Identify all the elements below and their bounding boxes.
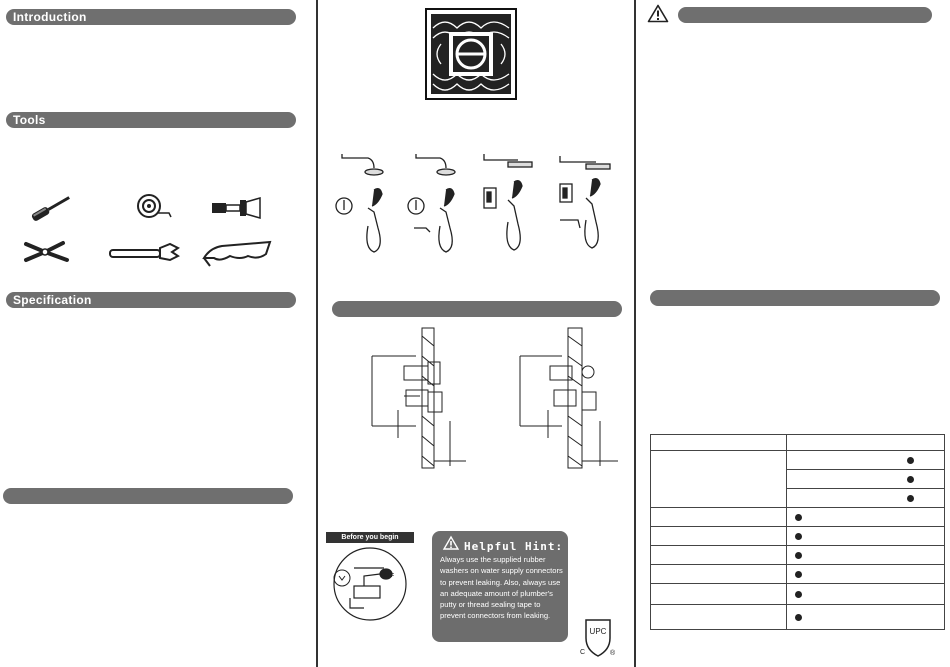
bullet-dot	[795, 533, 802, 540]
helpful-hint-text: Always use the supplied rubber washers on water supply connectors to prevent leaking. Also, always use an adequate amount of plumber's putty or thread sealing tape to prevent connectors from leaking.	[440, 555, 563, 621]
valve-off-label: OFF	[384, 573, 394, 579]
rough-in-diagram-right	[518, 326, 626, 474]
screwdriver-icon	[26, 193, 76, 223]
bullet-dot	[907, 495, 914, 502]
warning-icon	[443, 536, 459, 550]
tools-heading: Tools	[6, 112, 296, 128]
rough-in-diagram-left	[370, 326, 470, 474]
svg-text:UPC: UPC	[589, 627, 607, 636]
safety-glasses-icon	[200, 236, 274, 268]
bullet-dot	[907, 457, 914, 464]
svg-text:C: C	[580, 649, 586, 656]
bullet-dot	[795, 591, 802, 598]
upc-certification-logo	[578, 618, 618, 660]
before-you-begin-label: Before you begin	[326, 532, 414, 543]
shutoff-valve-illustration	[324, 546, 416, 622]
caulking-gun-icon	[208, 195, 266, 221]
pliers-icon	[23, 238, 73, 268]
specification-table	[650, 434, 945, 630]
introduction-heading: Introduction	[6, 9, 296, 25]
thread-tape-icon	[135, 193, 175, 221]
bullet-dot	[795, 552, 802, 559]
bullet-dot	[795, 514, 802, 521]
blank-heading-right	[650, 290, 940, 306]
blank-heading-warning	[678, 7, 932, 23]
shower-systems-illustration	[334, 148, 624, 260]
brand-logo	[425, 8, 517, 100]
warning-triangle-icon	[647, 4, 669, 23]
specification-heading: Specification	[6, 292, 296, 308]
bullet-dot	[907, 476, 914, 483]
bullet-dot	[795, 614, 802, 621]
helpful-hint-box	[432, 531, 568, 642]
adjustable-wrench-icon	[106, 238, 182, 266]
column-divider-right	[634, 0, 636, 667]
column-divider-left	[316, 0, 318, 667]
blank-heading-left	[3, 488, 293, 504]
bullet-dot	[795, 571, 802, 578]
blank-heading-middle	[332, 301, 622, 317]
helpful-hint-title: Helpful Hint:	[464, 540, 564, 553]
svg-text:®: ®	[610, 650, 616, 657]
